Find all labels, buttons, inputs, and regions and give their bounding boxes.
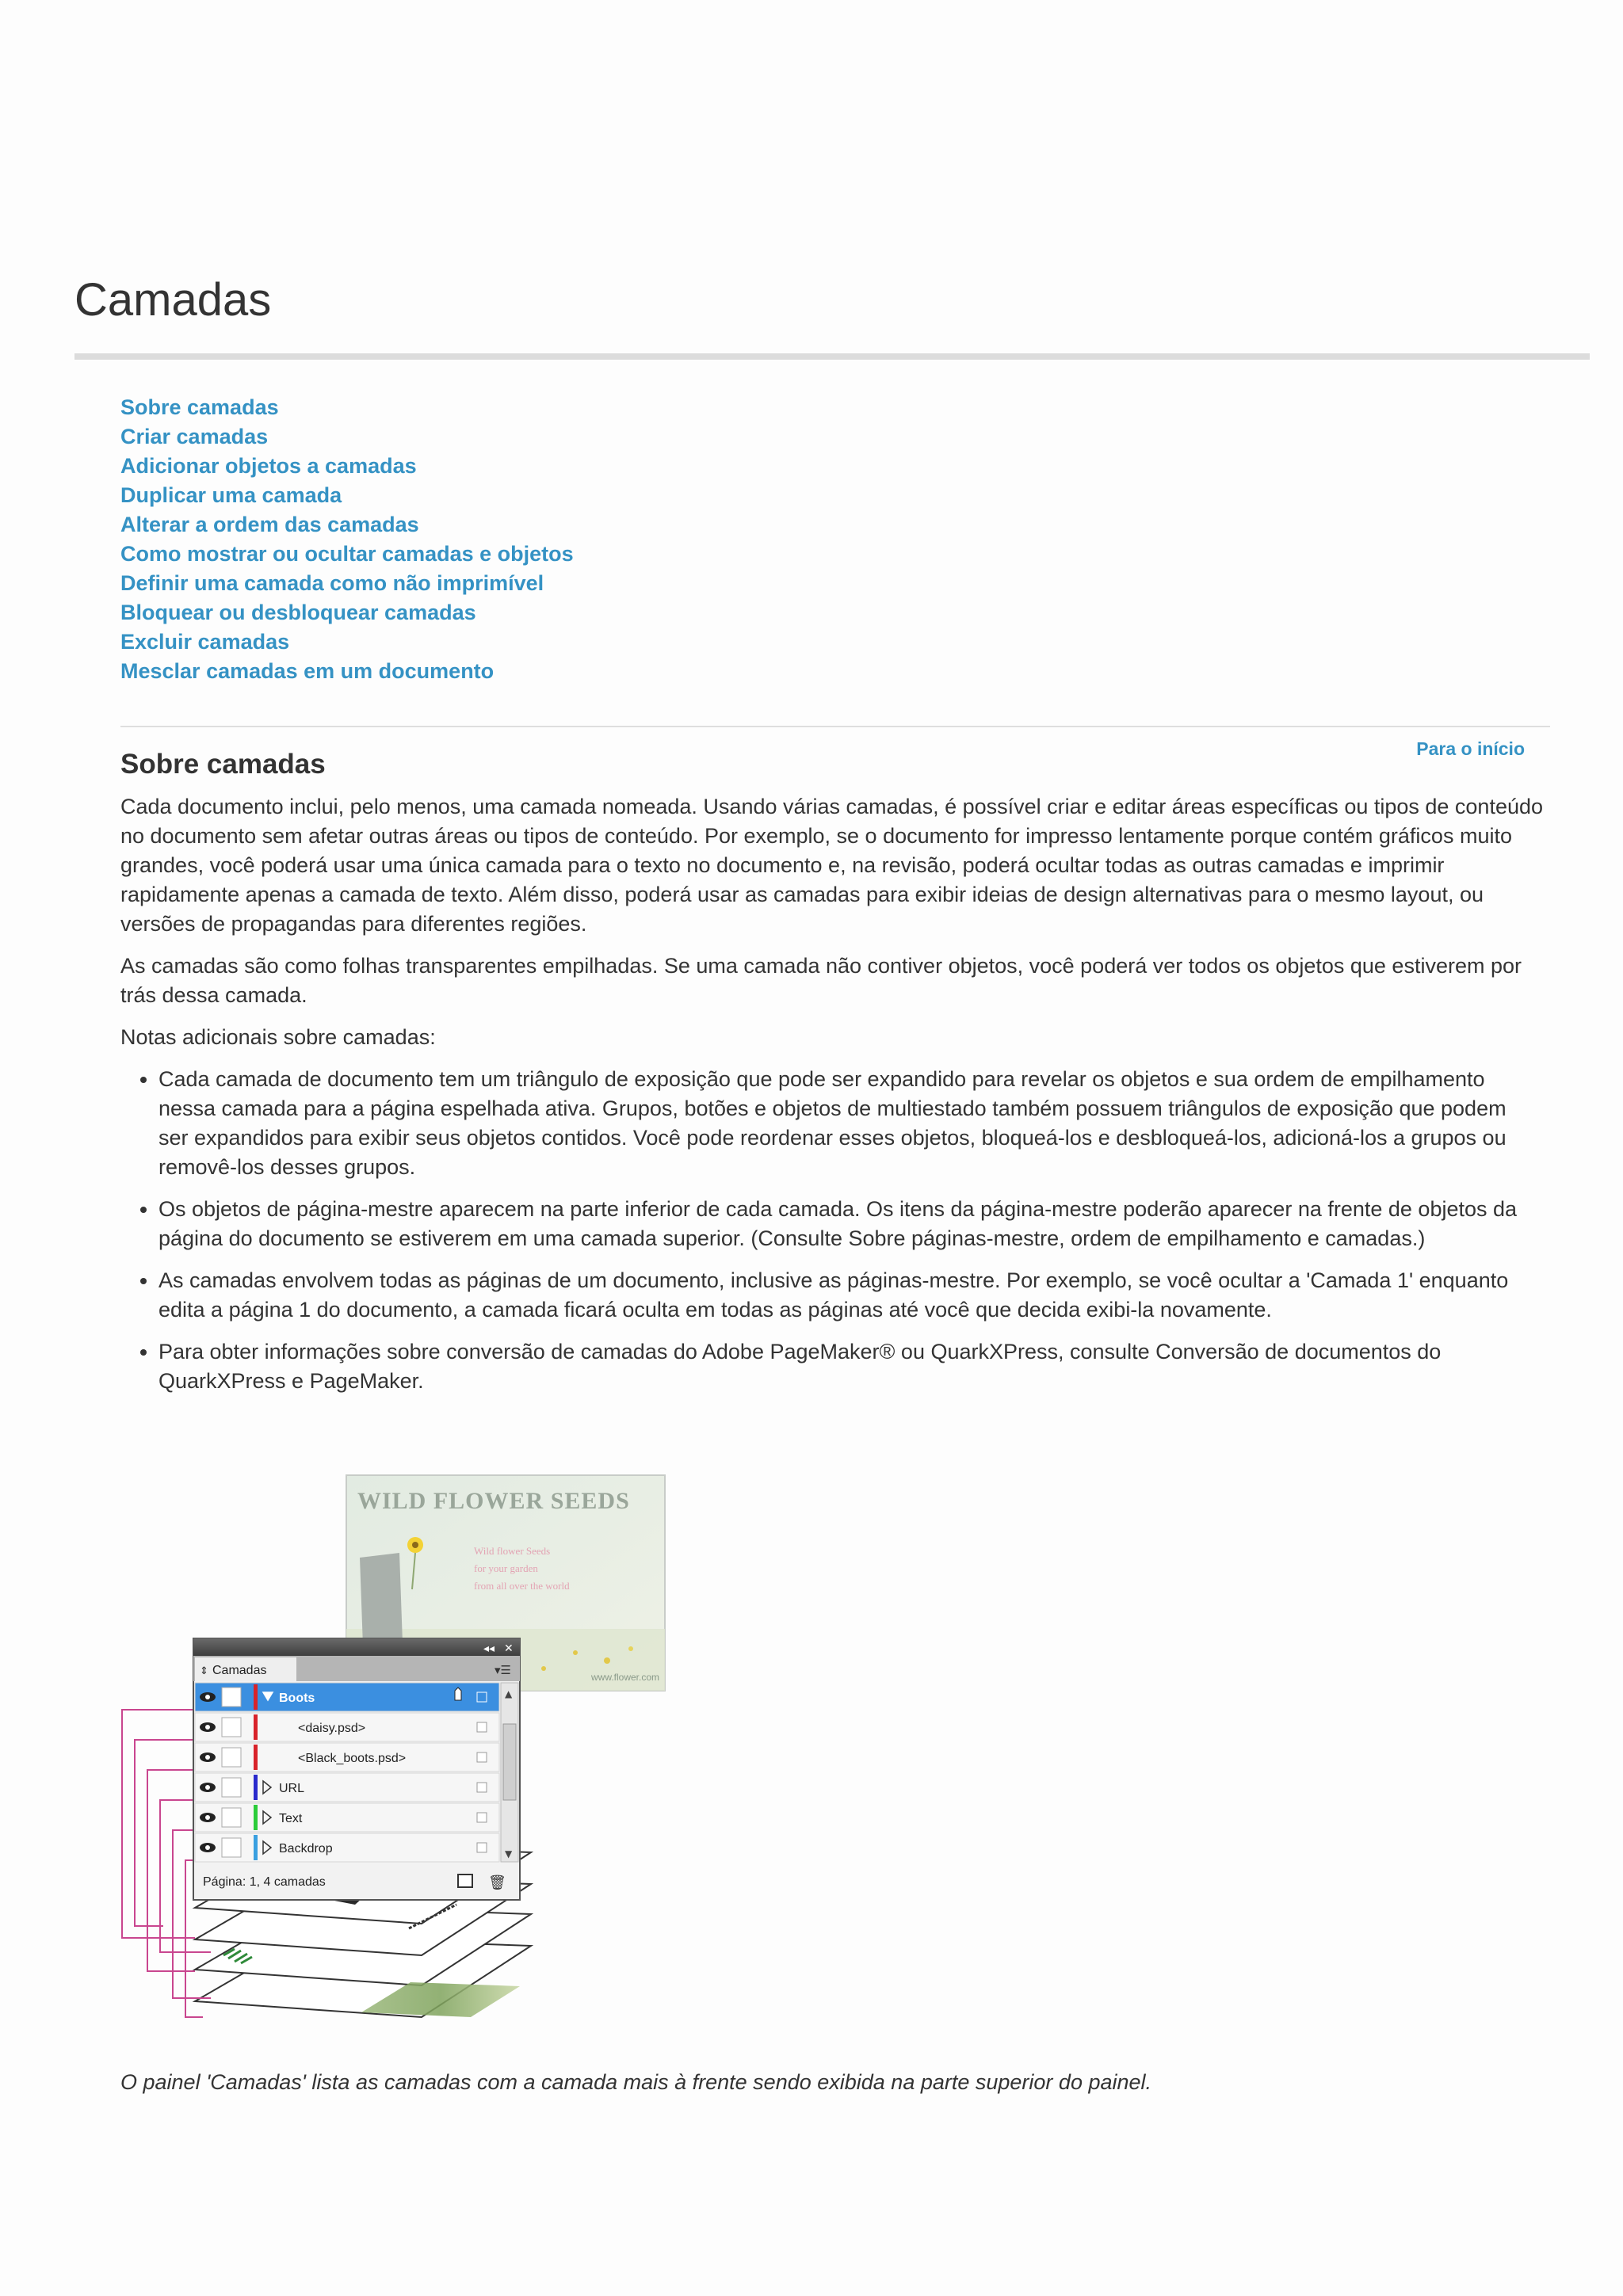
scroll-down-icon[interactable]: ▼: [505, 1848, 513, 1859]
list-item: • Cada camada de documento tem um triângulo de exposição que pode ser expandido para revelar os objetos e sua ordem de empilhamento nessa camada para a página espelhada ativa. Grupos, botões e objetos de multiestado também possuem triângulos de exposição que podem ser expandidos para exibir seus objetos contidos. Você pode reordenar esses objetos, bloqueá-los e desbloqueá-los, adicioná-los a grupos ou removê-los desses grupos.: [158, 1065, 1522, 1182]
layers-figure: [116, 1470, 686, 2066]
panel-footer-label: Página: 1, 4 camadas: [203, 1875, 326, 1889]
toc-link-bloquear[interactable]: Bloquear ou desbloquear camadas: [120, 601, 476, 624]
lock-toggle-box[interactable]: [222, 1688, 241, 1707]
pen-target-icon: [455, 1688, 461, 1700]
poster-line-1: Wild flower Seeds: [474, 1545, 551, 1557]
toc-item: [120, 627, 574, 657]
panel-footer: [195, 1863, 518, 1898]
lock-toggle-box[interactable]: [222, 1718, 241, 1737]
toc-link-mesclar[interactable]: Mesclar camadas em um documento: [120, 659, 495, 683]
select-proxy-box[interactable]: [477, 1692, 487, 1702]
layer-row[interactable]: [195, 1713, 499, 1741]
toc-link-mostrar-ocultar[interactable]: Como mostrar ou ocultar camadas e objetos: [120, 542, 574, 566]
layer-color-swatch: [254, 1745, 258, 1770]
lock-toggle-box[interactable]: [222, 1838, 241, 1857]
panel-close-icon[interactable]: ✕: [504, 1642, 514, 1655]
toc-item: [120, 481, 574, 510]
back-to-top-link[interactable]: Para o início: [1416, 738, 1525, 759]
layer-row[interactable]: [195, 1833, 499, 1862]
toc-item: [120, 393, 574, 422]
eye-pupil: [205, 1695, 210, 1699]
toc-item: [120, 422, 574, 452]
poster-url: www.flower.com: [591, 1672, 660, 1683]
layer-color-swatch: [254, 1775, 258, 1800]
layer-color-swatch: [254, 1805, 258, 1830]
toc-link-nao-imprimivel[interactable]: Definir uma camada como não imprimível: [120, 571, 544, 595]
select-proxy-box[interactable]: [477, 1753, 487, 1762]
toc-link-alterar-ordem[interactable]: Alterar a ordem das camadas: [120, 513, 419, 536]
eye-pupil: [205, 1785, 210, 1790]
lock-toggle-box[interactable]: [222, 1778, 241, 1797]
select-proxy-box[interactable]: [477, 1722, 487, 1732]
layer-row[interactable]: [195, 1683, 499, 1711]
layer-row[interactable]: [195, 1773, 499, 1802]
eye-pupil: [205, 1755, 210, 1760]
select-proxy-box[interactable]: [477, 1783, 487, 1792]
layer-name: Text: [279, 1812, 303, 1825]
layer-color-swatch: [254, 1684, 258, 1710]
lock-toggle-box[interactable]: [222, 1748, 241, 1767]
scroll-up-icon[interactable]: ▲: [505, 1688, 513, 1699]
toc-link-adicionar-objetos[interactable]: Adicionar objetos a camadas: [120, 454, 417, 478]
panel-scrollbar[interactable]: [501, 1683, 518, 1862]
section-heading: Sobre camadas: [120, 749, 326, 780]
new-layer-icon[interactable]: [458, 1875, 472, 1887]
layer-color-swatch: [254, 1714, 258, 1740]
toc-item: [120, 598, 574, 627]
layer-name: Backdrop: [279, 1842, 333, 1855]
panel-menu-icon[interactable]: ▾☰: [495, 1663, 511, 1677]
select-proxy-box[interactable]: [477, 1843, 487, 1852]
layer-name: URL: [279, 1782, 305, 1795]
layer-row[interactable]: [195, 1803, 499, 1832]
layer-name: <Black_boots.psd>: [298, 1752, 407, 1765]
paragraph: Cada documento inclui, pelo menos, uma camada nomeada. Usando várias camadas, é possível criar e editar áreas específicas ou tipos de conteúdo no documento sem afetar outras áreas ou tipos de conteúdo. Por exemplo, se o documento for impresso lentamente porque contém gráficos muito grandes, você poderá usar uma única camada para o texto no documento e, na revisão, poderá ocultar todas as outras camadas e imprimir rapidamente apenas a camada de texto. Além disso, poderá usar as camadas para exibir ideias de design alternativas para o mesmo layout, ou versões de propagandas para diferentes regiões.: [120, 795, 1544, 936]
eye-pupil: [205, 1725, 210, 1730]
panel-tab-label[interactable]: Camadas: [212, 1664, 267, 1677]
poster-line-2: for your garden: [474, 1562, 538, 1574]
page-title: Camadas: [74, 274, 272, 326]
toc-item: [120, 657, 574, 686]
eye-pupil: [205, 1815, 210, 1820]
table-of-contents: [120, 393, 574, 686]
figure-caption: O painel 'Camadas' lista as camadas com a camada mais à frente sendo exibida na parte superior do painel.: [120, 2070, 1152, 2094]
title-divider: [74, 353, 1590, 360]
select-proxy-box[interactable]: [477, 1813, 487, 1822]
lock-toggle-box[interactable]: [222, 1808, 241, 1827]
section-body: [120, 792, 1555, 1409]
paragraph: Notas adicionais sobre camadas:: [120, 1025, 436, 1049]
toc-link-sobre-camadas[interactable]: Sobre camadas: [120, 395, 279, 419]
list-item: • Os objetos de página-mestre aparecem na parte inferior de cada camada. Os itens da página-mestre poderão aparecer na frente de objetos da página do documento se estiverem em uma camada superior. (Consulte Sobre páginas-mestre, ordem de empilhamento e camadas.): [158, 1195, 1522, 1253]
toc-item: [120, 452, 574, 481]
poster-line-3: from all over the world: [474, 1580, 570, 1592]
list-item: • As camadas envolvem todas as páginas de um documento, inclusive as páginas-mestre. Por exemplo, se você ocultar a 'Camada 1' enquanto edita a página 1 do documento, a camada ficará oculta em todas as páginas até você que decida exibi-la novamente.: [158, 1266, 1522, 1325]
toc-item: [120, 510, 574, 540]
list-item: • Para obter informações sobre conversão de camadas do Adobe PageMaker® ou QuarkXPress, consulte Conversão de documentos do QuarkXPress e PageMaker.: [158, 1337, 1522, 1396]
toc-item: [120, 540, 574, 569]
toc-link-duplicar-camada[interactable]: Duplicar uma camada: [120, 483, 342, 507]
toc-link-excluir[interactable]: Excluir camadas: [120, 630, 290, 654]
panel-collapse-icon[interactable]: ◂◂: [483, 1642, 495, 1655]
layer-row[interactable]: [195, 1743, 499, 1772]
notes-list: [120, 1065, 1522, 1396]
section-divider: [120, 726, 1550, 727]
scroll-thumb[interactable]: [503, 1724, 516, 1800]
eye-pupil: [205, 1845, 210, 1850]
toc-link-criar-camadas[interactable]: Criar camadas: [120, 425, 269, 448]
poster-title: WILD FLOWER SEEDS: [357, 1488, 630, 1514]
toc-item: [120, 569, 574, 598]
layer-name: <daisy.psd>: [298, 1722, 366, 1735]
layer-name: Boots: [279, 1691, 315, 1705]
paragraph: As camadas são como folhas transparentes empilhadas. Se uma camada não contiver objetos, você poderá ver todos os objetos que estiverem por trás dessa camada.: [120, 954, 1522, 1007]
layer-color-swatch: [254, 1835, 258, 1860]
panel-tab-arrows-icon: ⇕: [200, 1665, 208, 1677]
delete-layer-icon[interactable]: 🗑: [488, 1875, 506, 1891]
